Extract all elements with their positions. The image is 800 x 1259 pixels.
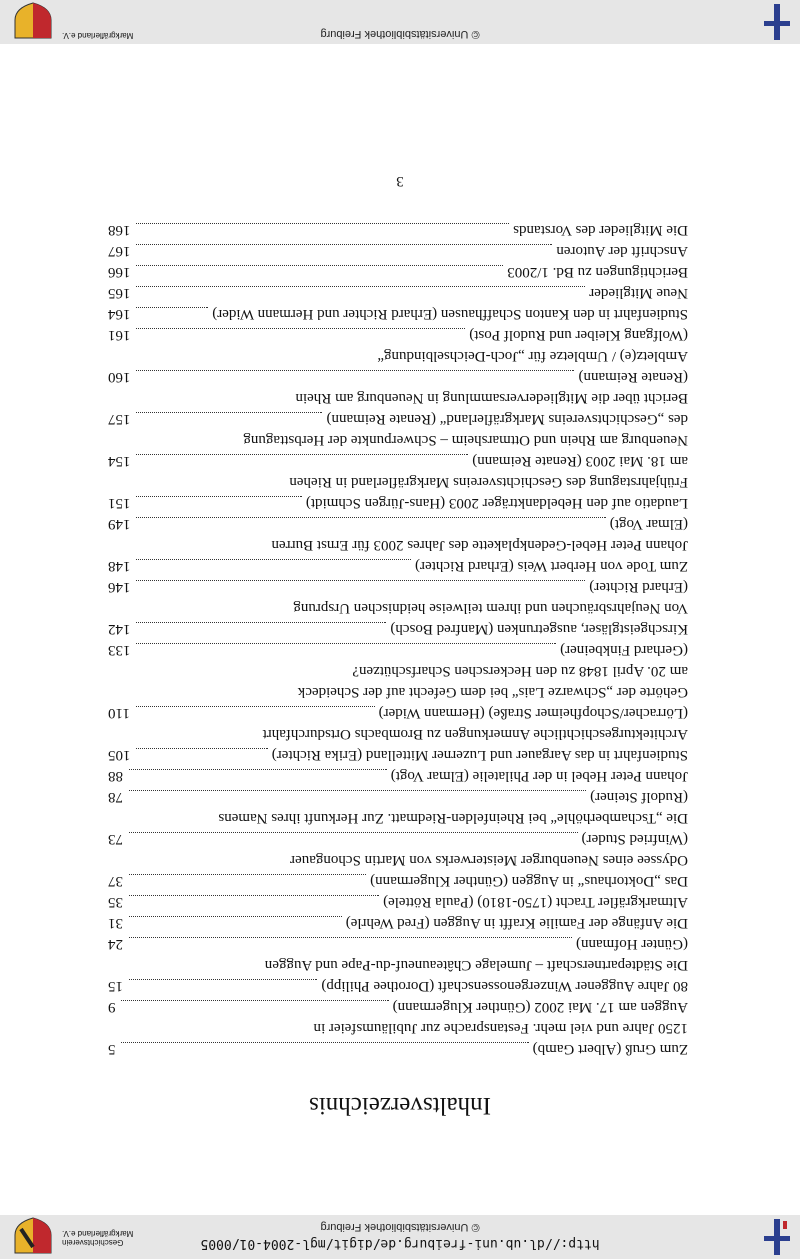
- footer-copyright: © Universitätsbibliothek Freiburg: [320, 28, 480, 40]
- toc-entry: [108, 639, 688, 702]
- toc-entry-page: 148: [108, 558, 131, 574]
- toc-entry-title: (Günter Hofmann): [575, 936, 688, 952]
- toc-entry-title: Altmarkgräfler Tracht (1750-1810) (Paula Röttele): [383, 894, 688, 910]
- toc-entry-title: Berichtigungen zu Bd. 1/2003: [507, 264, 688, 280]
- toc-entry-page: 146: [108, 579, 131, 595]
- toc-entry-page: 168: [108, 222, 131, 238]
- toc-entry: [108, 303, 688, 324]
- toc-entry-title: Zum Tode von Herbert Weis (Erhard Richter): [415, 558, 688, 574]
- toc-entry-title: Architekturgeschichtliche Anmerkungen zu Brombachs Ortsdurchfahrt: [262, 726, 688, 742]
- dot-leader: [137, 644, 557, 646]
- dot-leader: [129, 833, 578, 835]
- toc-entry-title: Auggen am 17. Mai 2002 (Günther Klugermann): [392, 999, 688, 1015]
- dot-leader: [129, 980, 317, 982]
- toc-entry-title: Gehörte der „Schwarze Lais“ bei dem Gefecht auf der Scheideck: [297, 684, 688, 700]
- toc-entry-page: 160: [108, 369, 131, 385]
- toc-entry-title: des „Geschichtsvereins Markgräflerland“ (Renate Reimann): [326, 411, 688, 427]
- dot-leader: [129, 875, 366, 877]
- toc-entry-title: (Wolfgang Kleiber und Rudolf Post): [469, 327, 688, 343]
- toc-entry: [108, 450, 688, 492]
- dot-leader: [137, 329, 466, 331]
- toc-entry-page: 78: [108, 789, 123, 805]
- toc-entry-page: 15: [108, 978, 123, 994]
- toc-entry: [108, 492, 688, 513]
- toc-entry-title: Zum Gruß (Albert Gamb): [532, 1041, 688, 1057]
- dot-leader: [137, 371, 575, 373]
- toc-entry-page: 24: [108, 936, 123, 952]
- toc-entry-page: 37: [108, 873, 123, 889]
- toc-entry-title: Kirschgeistgläser, ausgetrunken (Manfred Bosch): [390, 621, 688, 637]
- toc-entry-title: Odyssee eines Neuenburger Meisterwerks von Martin Schongauer: [290, 852, 688, 868]
- toc-entry: [108, 996, 688, 1038]
- toc-entry-page: 142: [108, 621, 131, 637]
- toc-entry-title: Die „Tschamberhöhle“ bei Rheinfelden-Riedmatt. Zur Herkunft ihres Namens: [218, 810, 688, 826]
- dot-leader: [137, 224, 510, 226]
- dot-leader: [137, 308, 209, 310]
- toc-entry: [108, 1038, 688, 1059]
- toc-entry-page: 73: [108, 831, 123, 847]
- toc-entry-page: 151: [108, 495, 131, 511]
- toc-entry: [108, 219, 688, 240]
- toc-entry: [108, 933, 688, 975]
- toc-entry-title: am 18. Mai 2003 (Renate Reimann): [472, 453, 688, 469]
- toc-entry-page: 165: [108, 285, 131, 301]
- dot-leader: [129, 791, 586, 793]
- toc-entry: [108, 744, 688, 765]
- footer-society-name: Markgräflerland e.V.: [62, 31, 134, 40]
- society-crest-icon-footer: [11, 2, 55, 42]
- toc-entry-title: Die Mitglieder des Vorstands: [513, 222, 688, 238]
- dot-leader: [136, 707, 375, 709]
- toc-entry-title: Johann Peter Hebel in der Philatelie (Elmar Vogt): [390, 768, 688, 784]
- dot-leader: [129, 917, 342, 919]
- toc-entry: [108, 912, 688, 933]
- toc-entry-title: Die Städtepartnerschaft – Jumelage Châteauneuf-du-Pape und Auggen: [264, 957, 688, 973]
- toc-entry: [108, 555, 688, 576]
- dot-leader: [129, 770, 387, 772]
- toc-entry-page: 9: [108, 999, 116, 1015]
- toc-entry: [108, 975, 688, 996]
- dot-leader: [137, 413, 323, 415]
- toc-entry-title: Johann Peter Hebel-Gedenkplakette des Jahres 2003 für Ernst Burren: [271, 537, 688, 553]
- toc-entry: [108, 828, 688, 870]
- dot-leader: [137, 581, 586, 583]
- dot-leader: [129, 938, 572, 940]
- dot-leader: [137, 749, 268, 751]
- dot-leader: [137, 266, 504, 268]
- toc-entry-title: am 20. April 1848 zu den Heckerschen Scharfschützen?: [352, 663, 688, 679]
- toc-entry-title: 80 Jahre Auggener Winzergenossenschaft (Dorothee Philipp): [321, 978, 688, 994]
- toc-entry-title: (Renate Reimann): [578, 369, 688, 385]
- toc-entry: [108, 513, 688, 555]
- toc-entry-page: 164: [108, 306, 131, 322]
- viewer-footer-bar: [0, 0, 800, 44]
- toc-entry-page: 105: [108, 747, 131, 763]
- toc-entry: [108, 786, 688, 828]
- toc-entry-page: 35: [108, 894, 123, 910]
- toc-entry-page: 161: [108, 327, 131, 343]
- toc-entry: [108, 891, 688, 912]
- toc-entry-title: Neuenburg am Rhein und Ottmarsheim – Schwerpunkte der Herbsttagung: [243, 432, 688, 448]
- table-of-contents: [108, 219, 688, 1059]
- toc-entry: [108, 282, 688, 303]
- toc-entry-title: Frühjahrstagung des Geschichtsvereins Markgräflerland in Riehen: [289, 474, 688, 490]
- toc-entry-title: Die Anfänge der Familie Krafft in Auggen (Fred Wehrle): [345, 915, 688, 931]
- toc-entry-page: 167: [108, 243, 131, 259]
- toc-entry-title: 1250 Jahre und viel mehr. Festansprache zur Jubiläumsfeier in: [313, 1020, 688, 1036]
- toc-entry-title: (Gerhard Finkbeiner): [560, 642, 688, 658]
- toc-entry: [108, 765, 688, 786]
- toc-entry-page: 149: [108, 516, 131, 532]
- toc-entry-title: (Winfried Studer): [581, 831, 688, 847]
- toc-entry-page: 110: [108, 705, 130, 721]
- dot-leader: [137, 245, 553, 247]
- dot-leader: [137, 560, 412, 562]
- toc-entry-page: 88: [108, 768, 123, 784]
- society-name-line1: Geschichtsverein: [62, 1238, 124, 1247]
- dot-leader: [122, 1043, 529, 1045]
- toc-entry-title: (Lörracher/Schopfheimer Straße) (Hermann Wider): [378, 705, 688, 721]
- dot-leader: [137, 287, 586, 289]
- toc-entry: [108, 408, 688, 450]
- toc-entry: [108, 366, 688, 408]
- toc-entry-page: 166: [108, 264, 131, 280]
- toc-entry-title: Ambletz(e) / Umbletze für „Joch-Deichselbindung“: [377, 348, 688, 364]
- toc-entry-title: Laudatio auf den Hebeldankträger 2003 (Hans-Jürgen Schmidt): [305, 495, 688, 511]
- society-crest-icon: [11, 1217, 55, 1257]
- page-title: Inhaltsverzeichnis: [309, 1092, 491, 1119]
- toc-entry-title: (Erhard Richter): [589, 579, 688, 595]
- toc-entry-page: 133: [108, 642, 131, 658]
- society-name: [62, 1229, 140, 1247]
- dot-leader: [137, 518, 606, 520]
- document-url[interactable]: http://dl.ub.uni-freiburg.de/digit/mgl-2004-01/0005: [200, 1236, 600, 1251]
- toc-entry-title: Studienfahrt in das Aargauer und Luzerner Mittelland (Erika Richter): [271, 747, 688, 763]
- toc-entry-page: 31: [108, 915, 123, 931]
- toc-entry: [108, 618, 688, 639]
- toc-entry-page: 5: [108, 1041, 116, 1057]
- toc-entry-title: Neue Mitglieder: [589, 285, 688, 301]
- viewer-header-bar: [0, 1215, 800, 1259]
- toc-entry-title: (Elmar Vogt): [609, 516, 688, 532]
- copyright-notice: © Universitätsbibliothek Freiburg: [320, 1221, 480, 1233]
- toc-entry: [108, 240, 688, 261]
- toc-entry-title: Studienfahrt in den Kanton Schaffhausen (Erhard Richter und Hermann Wider): [212, 306, 688, 322]
- dot-leader: [129, 896, 379, 898]
- dot-leader: [137, 623, 387, 625]
- toc-entry-title: Bericht über die Mitgliederversammlung in Neuenburg am Rhein: [295, 390, 688, 406]
- page-number: 3: [396, 173, 404, 189]
- dot-leader: [137, 497, 302, 499]
- dot-leader: [122, 1001, 389, 1003]
- dot-leader: [137, 455, 469, 457]
- toc-entry-page: 157: [108, 411, 131, 427]
- toc-entry: [108, 702, 688, 744]
- toc-entry-title: Das „Doktorhaus“ in Auggen (Günther Klugermann): [370, 873, 688, 889]
- toc-entry: [108, 870, 688, 891]
- toc-entry-title: Von Neujahrsbräuchen und ihrem teilweise heidnischen Ursprung: [293, 600, 688, 616]
- toc-entry-title: Anschrift der Autoren: [556, 243, 688, 259]
- toc-entry: [108, 576, 688, 618]
- toc-entry-page: 154: [108, 453, 131, 469]
- toc-entry: [108, 261, 688, 282]
- society-name-line2: Markgräflerland e.V.: [62, 1229, 134, 1238]
- toc-entry: [108, 324, 688, 366]
- toc-entry-title: (Rudolf Steiner): [590, 789, 688, 805]
